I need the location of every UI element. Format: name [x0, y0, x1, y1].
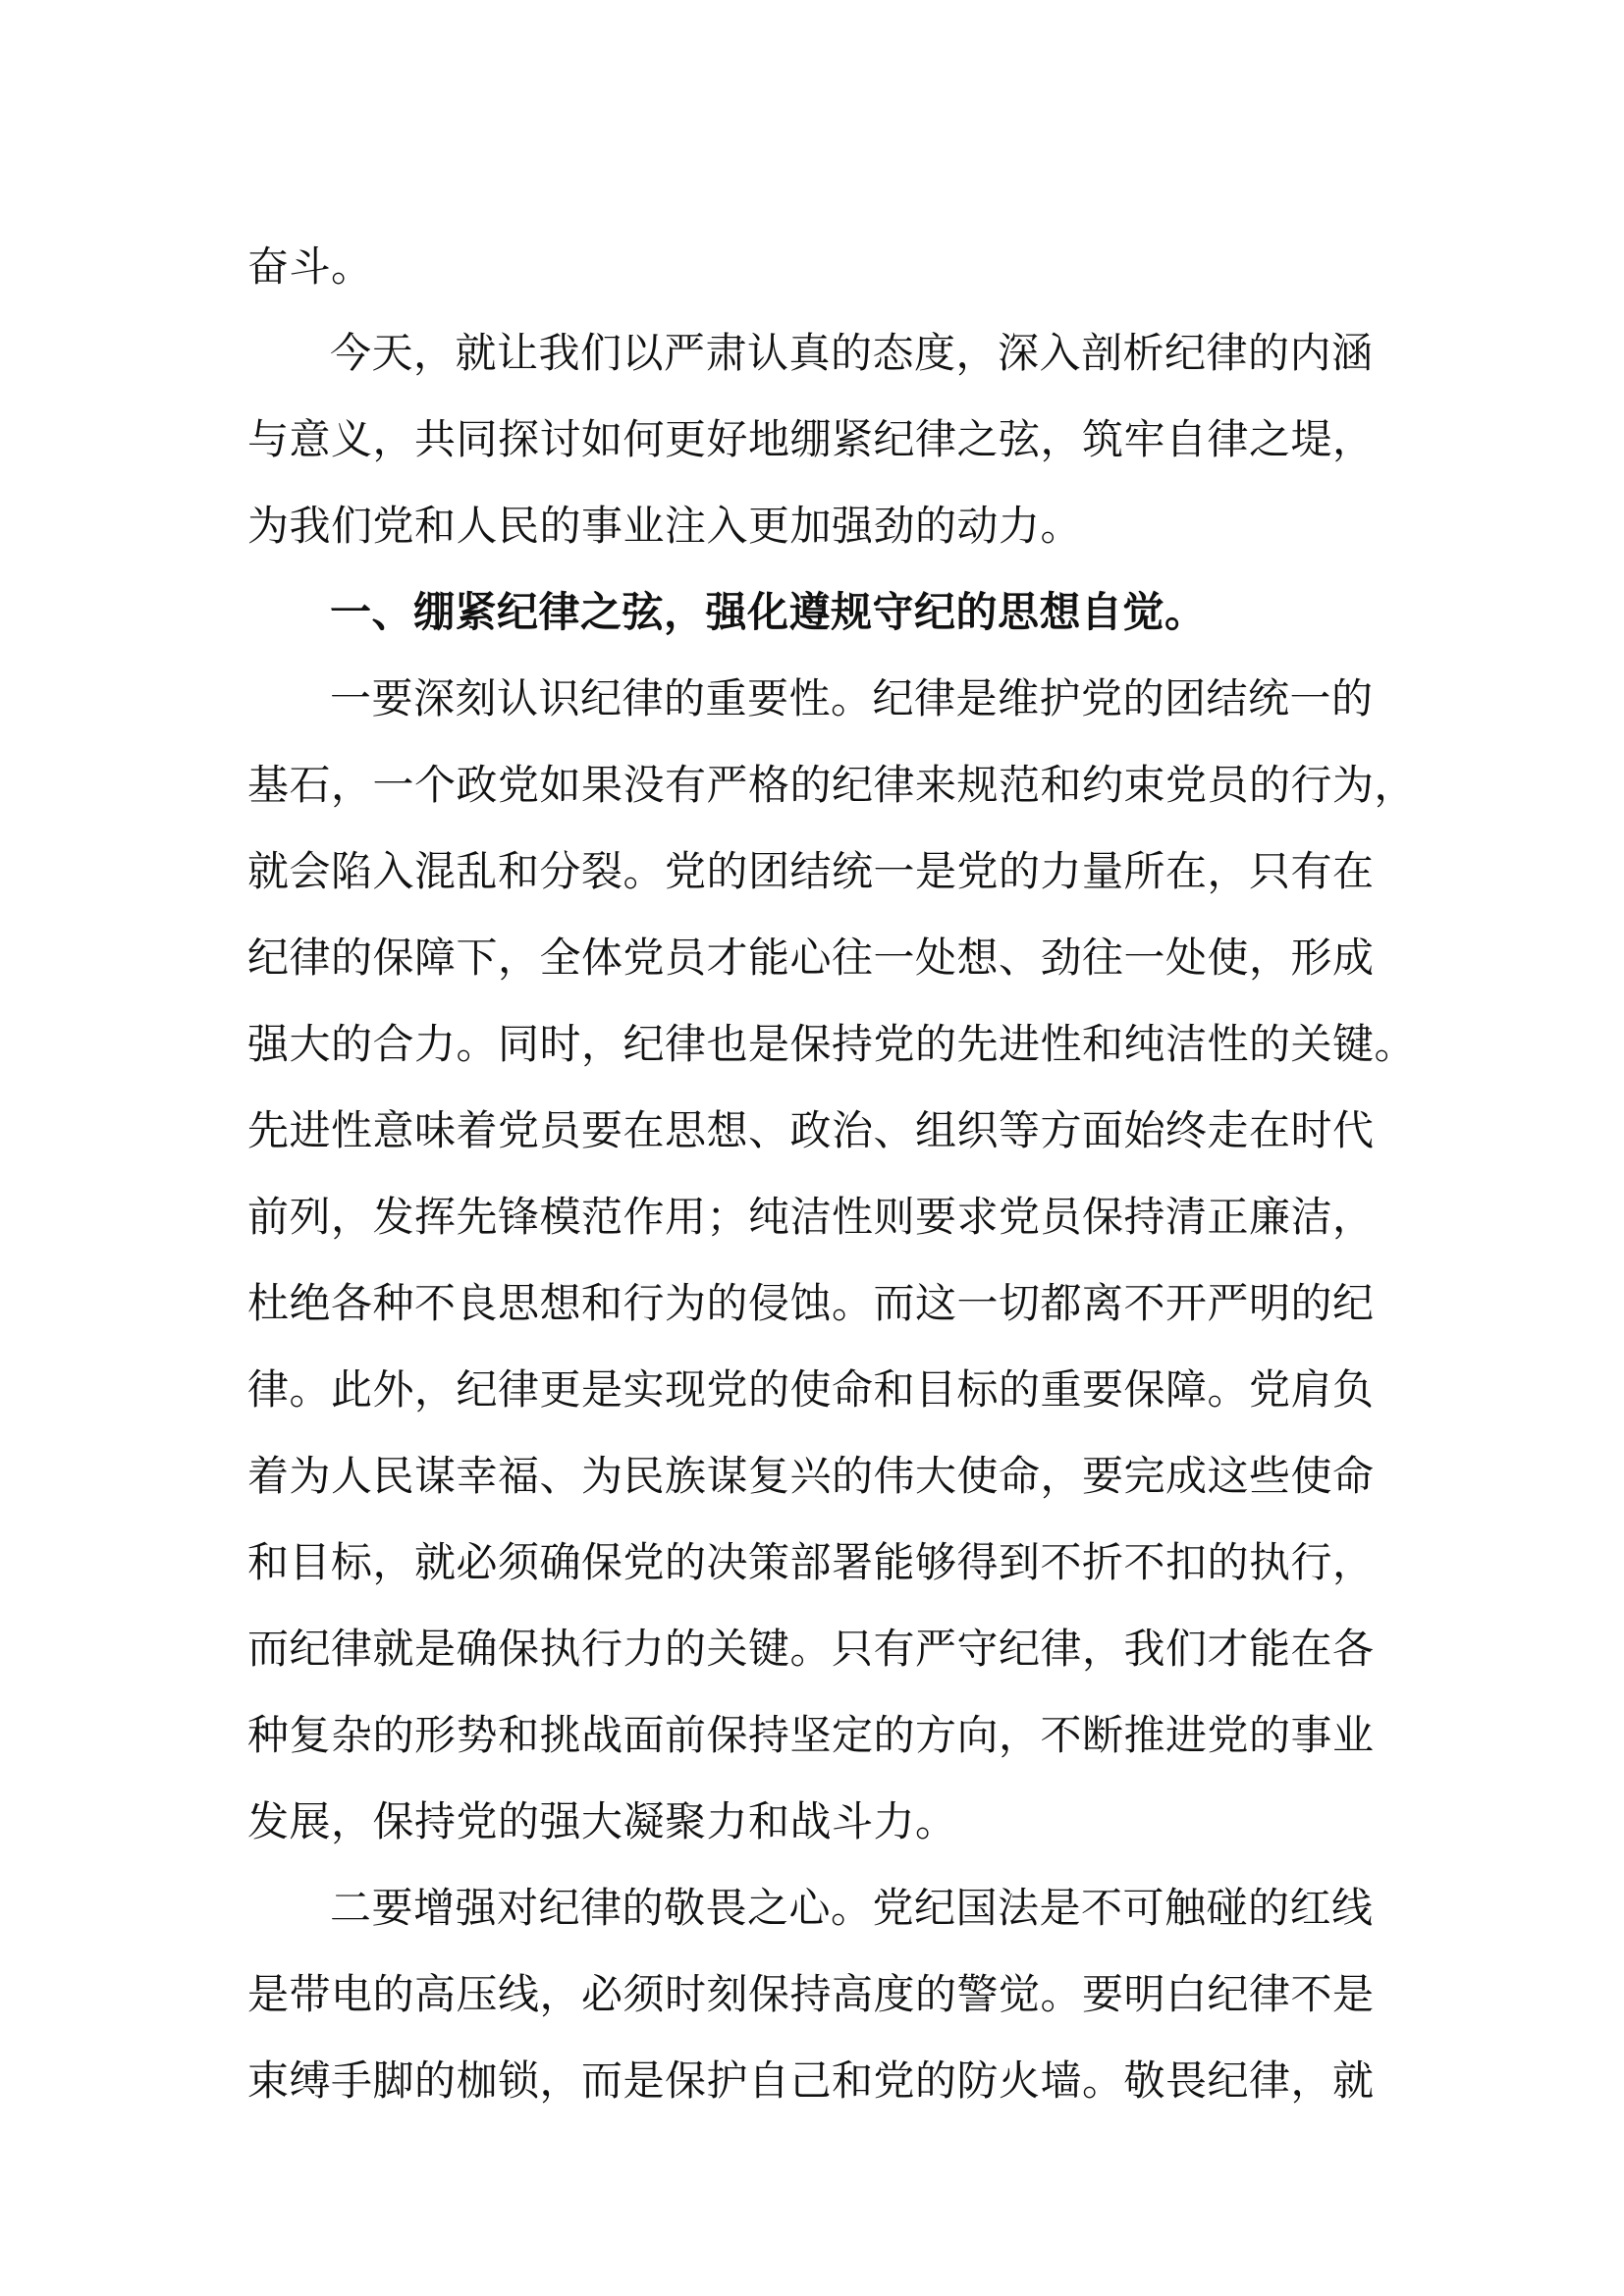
text-line: 而纪律就是确保执行力的关键。只有严守纪律，我们才能在各	[247, 1625, 1375, 1673]
paragraph-first-line: 今天，就让我们以严肃认真的态度，深入剖析纪律的内涵	[330, 329, 1374, 377]
text-line: 就会陷入混乱和分裂。党的团结统一是党的力量所在，只有在	[247, 847, 1375, 895]
text-line: 种复杂的形势和挑战面前保持坚定的方向，不断推进党的事业	[247, 1711, 1375, 1759]
paragraph-first-line: 一要深刻认识纪律的重要性。纪律是维护党的团结统一的	[330, 674, 1374, 722]
text-line: 基石，一个政党如果没有严格的纪律来规范和约束党员的行为，	[247, 761, 1417, 809]
text-line: 是带电的高压线，必须时刻保持高度的警觉。要明白纪律不是	[247, 1970, 1375, 2018]
text-line: 律。此外，纪律更是实现党的使命和目标的重要保障。党肩负	[247, 1365, 1375, 1414]
text-line: 与意义，共同探讨如何更好地绷紧纪律之弦，筑牢自律之堤，	[247, 415, 1375, 463]
paragraph-first-line: 二要增强对纪律的敬畏之心。党纪国法是不可触碰的红线	[330, 1884, 1374, 1932]
text-line: 先进性意味着党员要在思想、政治、组织等方面始终走在时代	[247, 1106, 1375, 1154]
text-line: 杜绝各种不良思想和行为的侵蚀。而这一切都离不开严明的纪	[247, 1279, 1375, 1327]
text-line: 束缚手脚的枷锁，而是保护自己和党的防火墙。敬畏纪律，就	[247, 2056, 1375, 2105]
text-line: 强大的合力。同时，纪律也是保持党的先进性和纯洁性的关键。	[247, 1020, 1417, 1068]
text-line: 奋斗。	[247, 242, 373, 291]
text-line: 为我们党和人民的事业注入更加强劲的动力。	[247, 502, 1083, 550]
text-line: 前列，发挥先锋模范作用；纯洁性则要求党员保持清正廉洁，	[247, 1193, 1375, 1241]
section-heading: 一、绷紧纪律之弦，强化遵规守纪的思想自觉。	[330, 588, 1207, 636]
text-line: 着为人民谋幸福、为民族谋复兴的伟大使命，要完成这些使命	[247, 1452, 1375, 1500]
document-body	[247, 224, 1417, 2124]
text-line: 和目标，就必须确保党的决策部署能够得到不折不扣的执行，	[247, 1538, 1375, 1586]
text-line: 纪律的保障下，全体党员才能心往一处想、劲往一处使，形成	[247, 934, 1375, 982]
text-line: 发展，保持党的强大凝聚力和战斗力。	[247, 1797, 957, 1845]
